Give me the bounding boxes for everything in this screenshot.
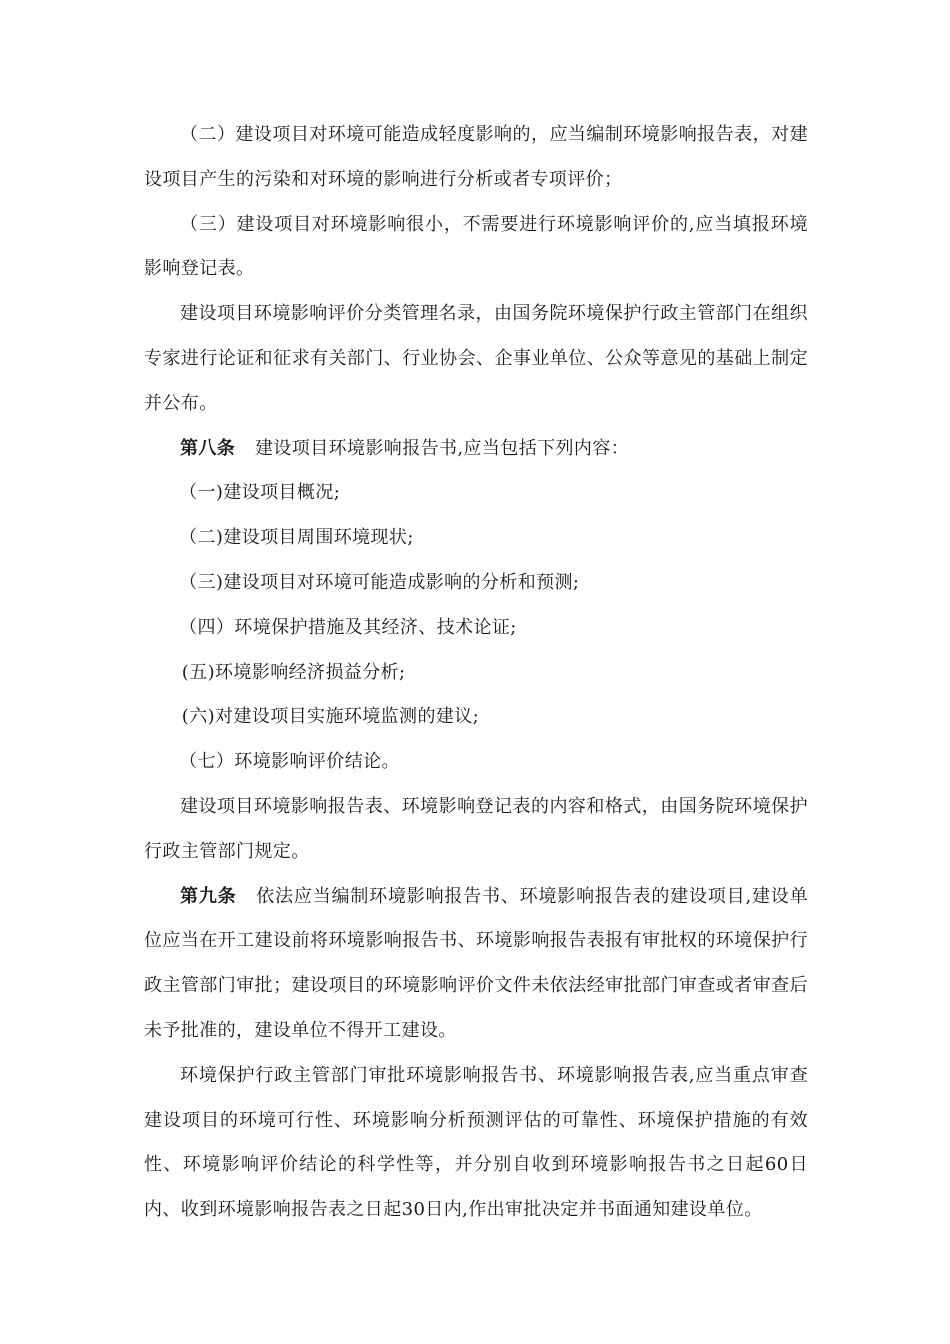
article-8	[144, 427, 808, 472]
article-9-label: 第九条	[180, 885, 237, 907]
list-item: （一)建设项目概况;	[179, 482, 341, 504]
list-item: (六)对建设项目实施环境监测的建议;	[181, 706, 480, 728]
article-8-label: 第八条	[180, 437, 236, 459]
paragraph-report-format: 建设项目环境影响报告表、环境影响登记表的内容和格式，由国务院环境保护行政主管部门规定。	[144, 795, 808, 862]
list-item: (五)环境影响经济损益分析;	[181, 661, 406, 683]
paragraph-item-3: （三）建设项目对环境影响很小，不需要进行环境影响评价的,应当填报环境影响登记表。	[144, 213, 808, 280]
list-item: （二)建设项目周围环境现状;	[179, 527, 414, 549]
document-body	[144, 113, 808, 1233]
paragraph-item-2: （二）建设项目对环境可能造成轻度影响的，应当编制环境影响报告表，对建设项目产生的污染和对环境的影响进行分析或者专项评价；	[144, 124, 808, 190]
article-8-text: 建设项目环境影响报告书,应当包括下列内容：	[255, 437, 630, 459]
list-item: （四）环境保护措施及其经济、技术论证;	[179, 616, 517, 638]
list-item: （七）环境影响评价结论。	[179, 751, 400, 773]
paragraph-approval-review: 环境保护行政主管部门审批环境影响报告书、环境影响报告表,应当重点审查建设项目的环境可行性、环境影响分析预测评估的可靠性、环境保护措施的有效性、环境影响评价结论的科学性等，并分别自收到环境影响报告书之日起60日内、收到环境影响报告表之日起30日内,作出审批决定并书面通知建设单位。	[144, 1064, 808, 1221]
article-9-text: 依法应当编制环境影响报告书、环境影响报告表的建设项目,建设单位应当在开工建设前将环境影响报告书、环境影响报告表报有审批权的环境保护行政主管部门审批；建设项目的环境影响评价文件未依法经审批部门审查或者审查后未予批准的，建设单位不得开工建设。	[144, 885, 809, 1041]
paragraph-classification-catalog: 建设项目环境影响评价分类管理名录，由国务院环境保护行政主管部门在组织专家进行论证和征求有关部门、行业协会、企事业单位、公众等意见的基础上制定并公布。	[144, 303, 808, 414]
list-item: （三)建设项目对环境可能造成影响的分析和预测;	[179, 571, 580, 593]
article-9	[144, 875, 808, 1054]
